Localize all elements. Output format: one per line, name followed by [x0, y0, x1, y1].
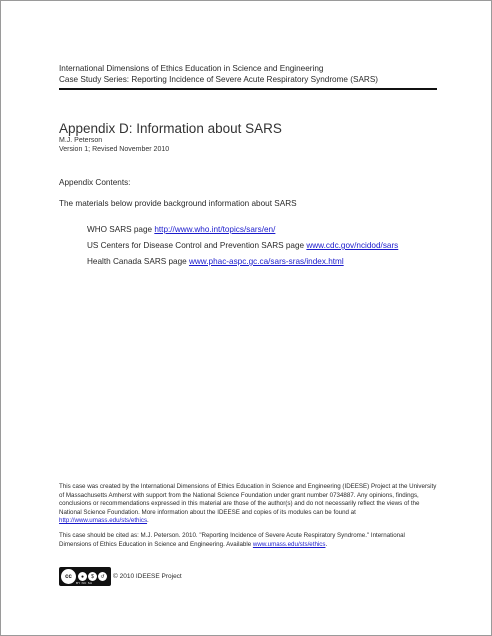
- header-divider: [59, 88, 437, 90]
- attribution-icon: ●: [78, 572, 87, 581]
- ideese-link[interactable]: http://www.umass.edu/sts/ethics: [59, 517, 148, 525]
- sharealike-icon: ↺: [98, 572, 107, 581]
- copyright-notice: © 2010 IDEESE Project: [113, 573, 182, 580]
- cc-logo-icon: cc: [61, 569, 76, 584]
- footer-acknowledgement-text: This case was created by the International Dimensions of Ethics Education in Science and Engineering (IDEESE) Project at the University of Massachusetts Amherst with support from the National Science Foundation under grant number 0734887. Any opinions, findings, conclusions or recommendations expressed in this material are those of the author(s) and do not necessarily reflect the views of the National Science Foundation. More information about the IDEESE and copies of its modules can be found at: [59, 483, 437, 516]
- cdc-sars-link[interactable]: www.cdc.gov/ncidod/sars: [306, 241, 399, 250]
- noncommercial-icon: $: [88, 572, 97, 581]
- health-canada-sars-link[interactable]: www.phac-aspc.gc.ca/sars-sras/index.html: [188, 257, 344, 266]
- link-row-health-canada: [87, 257, 398, 273]
- document-header: [59, 63, 437, 85]
- contents-heading: Appendix Contents:: [59, 178, 131, 187]
- intro-text: The materials below provide background information about SARS: [59, 199, 297, 208]
- resource-links: [87, 225, 398, 273]
- header-line-2: Case Study Series: Reporting Incidence of Severe Acute Respiratory Syndrome (SARS): [59, 75, 379, 84]
- version-info: Version 1; Revised November 2010: [59, 146, 170, 153]
- page-title: Appendix D: Information about SARS: [59, 121, 282, 136]
- footer: [59, 483, 437, 555]
- footer-citation: [59, 532, 437, 549]
- who-sars-link[interactable]: http://www.who.int/topics/sars/en/: [154, 225, 276, 234]
- link-row-who: [87, 225, 398, 241]
- author: M.J. Peterson: [59, 137, 103, 144]
- creative-commons-badge[interactable]: [59, 567, 111, 586]
- cc-license-icons: [78, 572, 108, 581]
- footer-acknowledgement-end: .: [147, 517, 149, 525]
- header-line-1: International Dimensions of Ethics Education in Science and Engineering: [59, 64, 324, 73]
- footer-acknowledgement: [59, 483, 437, 526]
- cc-license-labels: BY NC SA: [76, 581, 93, 585]
- link-row-cdc: [87, 241, 398, 257]
- link-label-cdc: US Centers for Disease Control and Prevention SARS page: [87, 241, 307, 250]
- link-label-health-canada: Health Canada SARS page: [87, 257, 189, 266]
- footer-citation-end: .: [325, 540, 328, 548]
- license-block: [59, 567, 182, 586]
- link-label-who: WHO SARS page: [87, 225, 155, 234]
- citation-link[interactable]: www.umass.edu/sts/ethics: [252, 540, 326, 548]
- footer-citation-text: This case should be cited as: M.J. Peterson. 2010. "Reporting Incidence of Severe Acute Respiratory Syndrome." International Dimensions of Ethics Education in Science and Engineering. Available: [59, 531, 405, 548]
